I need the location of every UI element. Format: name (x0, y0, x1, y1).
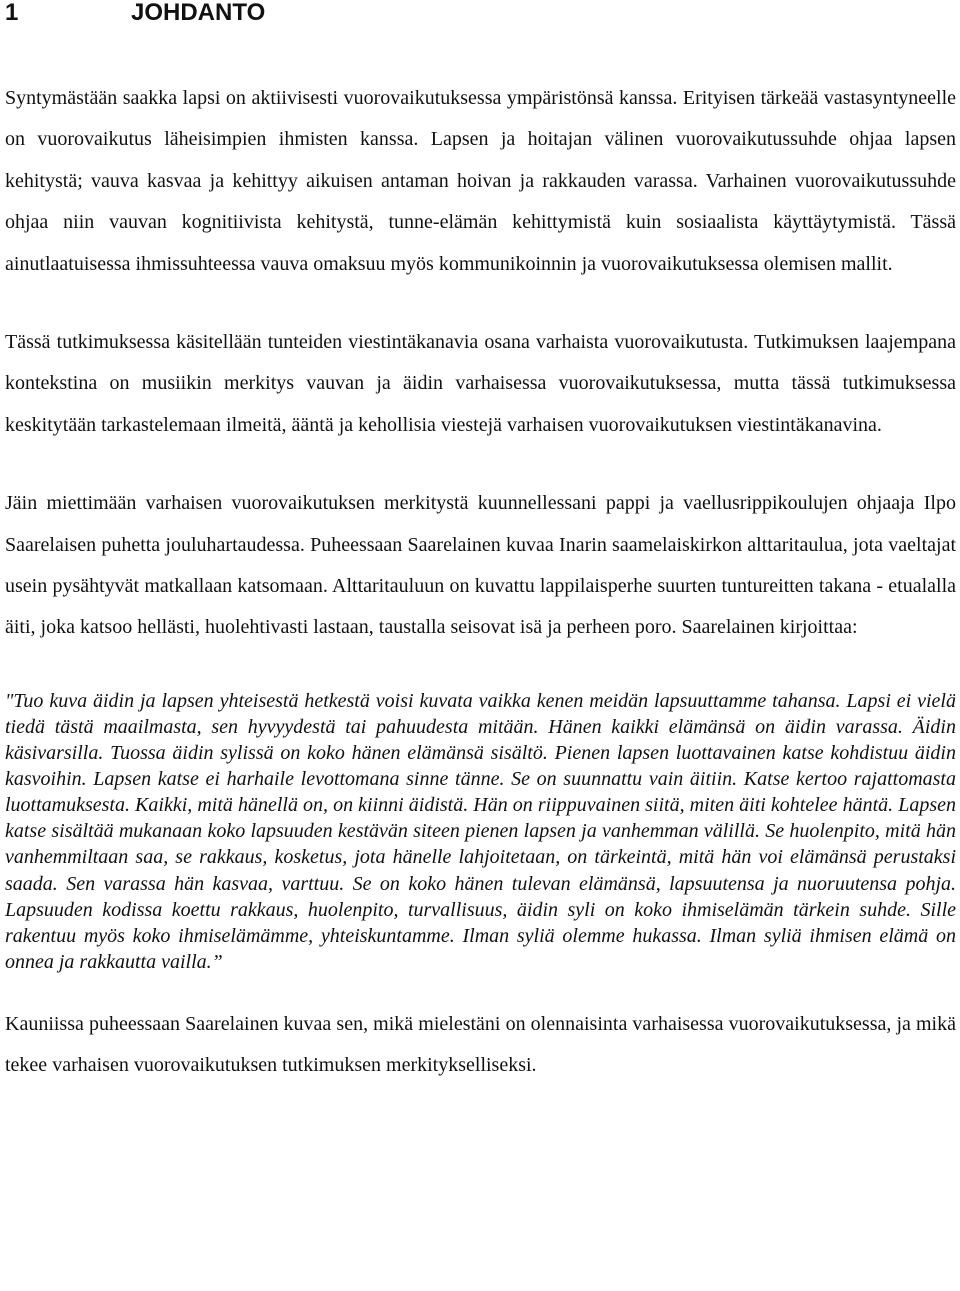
chapter-title: JOHDANTO (131, 0, 266, 26)
paragraph-conclusion: Kauniissa puheessaan Saarelainen kuvaa sen, mikä mielestäni on olennaisinta varhaisessa vuorovaikutuksessa, ja mikä tekee varhaisen vuorovaikutuksen tutkimuksen merkitykselliseksi. (5, 1012, 956, 1077)
paragraph-intro: Syntymästään saakka lapsi on aktiivisesti vuorovaikutuksessa ympäristönsä kanssa. Erityisen tärkeää vastasyntyneelle on vuorovaikutus läheisimpien ihmisten kanssa. Lapsen ja hoitajan välinen vuorovaikutussuhde ohjaa lapsen kehitystä; vauva kasvaa ja kehittyy aikuisen antaman hoivan ja rakkauden varassa. Varhainen vuorovaikutussuhde ohjaa niin vauvan kognitiivista kehitystä, tunne-elämän kehittymistä kuin sosiaalista käyttäytymistä. Tässä ainutlaatuisessa ihmissuhteessa vauva omaksuu myös kommunikoinnin ja vuorovaikutuksessa olemisen mallit. (5, 87, 956, 275)
paragraph-motivation: Jäin miettimään varhaisen vuorovaikutuksen merkitystä kuunnellessani pappi ja vaellusrippikoulujen ohjaaja Ilpo Saarelaisen puhetta jouluhartaudessa. Puheessaan Saarelainen kuvaa Inarin saamelaiskirkon alttaritaulua, jota vaeltajat usein pysähtyvät matkallaan katsomaan. Alttaritauluun on kuvattu lappilaisperhe suurten tuntureitten takana - etualalla äiti, joka katsoo hellästi, huolehtivasti lastaan, taustalla seisovat isä ja perheen poro. Saarelainen kirjoittaa: (5, 492, 956, 639)
block-quote: "Tuo kuva äidin ja lapsen yhteisestä hetkestä voisi kuvata vaikka kenen meidän lapsuuttamme tahansa. Lapsi ei vielä tiedä tästä maailmasta, sen hyvyydestä tai pahuudesta mitään. Hänen kaikki elämänsä on äidin varassa. Äidin käsivarsilla. Tuossa äidin sylissä on koko hänen elämänsä sisältö. Pienen lapsen luottavainen katse kohdistuu äidin kasvoihin. Lapsen katse ei harhaile levottomana sinne tänne. Se on suunnattu vain äitiin. Katse kertoo rajattomasta luottamuksesta. Kaikki, mitä hänellä on, on kiinni äidistä. Hän on riippuvainen siitä, miten äiti kohtelee häntä. Lapsen katse sisältää mukanaan koko lapsuuden kestävän siteen pienen lapsen ja vanhemman välillä. Se huolenpito, mitä hän vanhemmiltaan saa, se rakkaus, kosketus, jota hänelle lahjoitetaan, on tärkeintä, mitä hän voi elämänsä perustaksi saada. Sen varassa hän kasvaa, varttuu. Se on koko hänen tulevan elämänsä, lapsuutensa ja nuoruutensa pohja. Lapsuuden kodissa koettu rakkaus, huolenpito, turvallisuus, äidin syli on koko ihmiselämän tärkein suhde. Sille rakentuu myös koko ihmiselämämme, yhteiskuntamme. Ilman syliä olemme hukassa. Ilman syliä ihmisen elämä on onnea ja rakkautta vailla.” (5, 689, 956, 973)
chapter-number: 1 (5, 0, 19, 26)
chapter-heading (5, 0, 956, 32)
paragraph-scope: Tässä tutkimuksessa käsitellään tunteiden viestintäkanavia osana varhaista vuorovaikutusta. Tutkimuksen laajempana kontekstina on musiikin merkitys vauvan ja äidin varhaisessa vuorovaikutuksessa, mutta tässä tutkimuksessa keskitytään tarkastelemaan ilmeitä, ääntä ja kehollisia viestejä varhaisen vuorovaikutuksen viestintäkanavina. (5, 331, 956, 436)
